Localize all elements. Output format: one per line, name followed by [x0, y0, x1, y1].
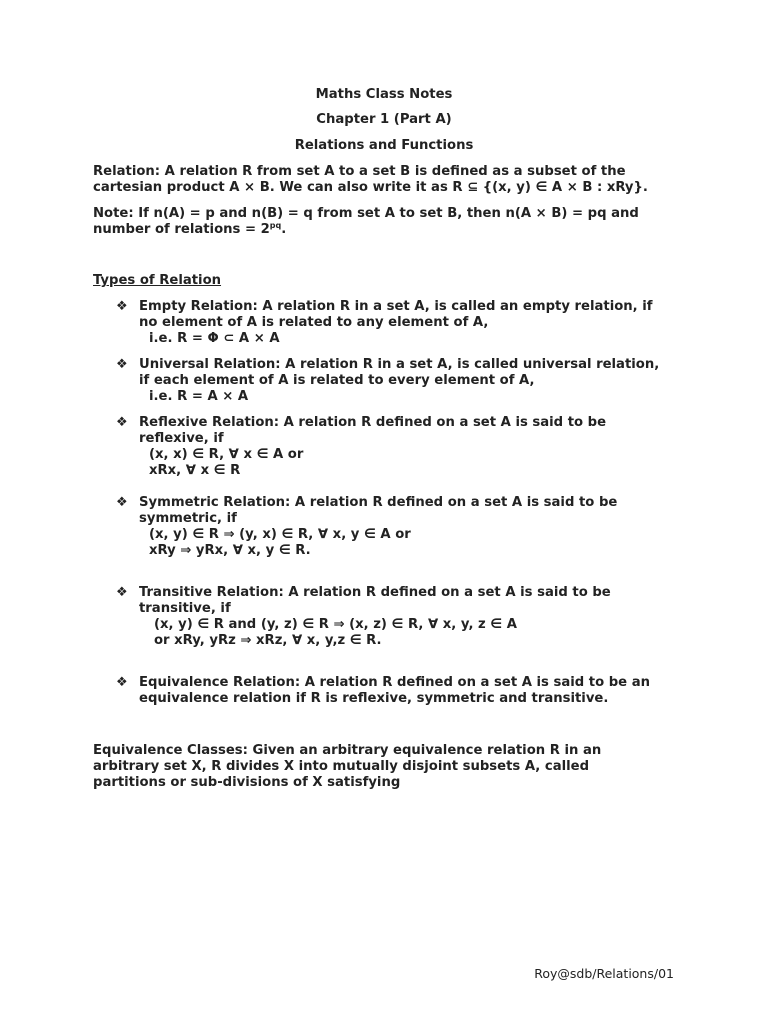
note-superscript: pq: [269, 221, 282, 230]
symmetric-relation-text: [139, 495, 699, 559]
empty-relation-line3: i.e. R = Φ ⊂ A × A: [149, 331, 280, 346]
equivalence-classes-paragraph: [93, 743, 683, 791]
note-paragraph: [93, 206, 683, 238]
note-line2-text: number of relations = 2: [93, 222, 270, 237]
transitive-relation-text: [139, 585, 699, 649]
equivalence-classes-line2: arbitrary set X, R divides X into mutually disjoint subsets A, called: [93, 759, 590, 774]
symmetric-relation-line2: symmetric, if: [139, 511, 237, 526]
empty-relation-text: [139, 299, 699, 347]
empty-relation-line1: Empty Relation: A relation R in a set A, is called an empty relation, if: [139, 299, 653, 314]
page-footer: Roy@sdb/Relations/01: [534, 966, 674, 981]
doc-title: Maths Class Notes: [315, 87, 453, 102]
reflexive-relation-line1: Reflexive Relation: A relation R defined on a set A is said to be: [139, 415, 607, 430]
transitive-relation-line4: or xRy, yRz ⇒ xRz, ∀ x, y,z ∈ R.: [154, 633, 382, 648]
symmetric-relation-line1: Symmetric Relation: A relation R defined on a set A is said to be: [139, 495, 618, 510]
diamond-bullet-icon: ❖: [116, 675, 128, 690]
symmetric-relation-line4: xRy ⇒ yRx, ∀ x, y ∈ R.: [149, 543, 311, 558]
note-line2: [93, 222, 683, 238]
diamond-bullet-icon: ❖: [116, 299, 128, 314]
transitive-relation-line2: transitive, if: [139, 601, 231, 616]
equivalence-classes-line1: Equivalence Classes: Given an arbitrary equivalence relation R in an: [93, 743, 602, 758]
universal-relation-line3: i.e. R = A × A: [149, 389, 249, 404]
note-line2-end: .: [281, 222, 287, 237]
diamond-bullet-icon: ❖: [116, 495, 128, 510]
symmetric-relation-line3: (x, y) ∈ R ⇒ (y, x) ∈ R, ∀ x, y ∈ A or: [149, 527, 411, 542]
equivalence-classes-line3: partitions or sub-divisions of X satisfying: [93, 775, 401, 790]
universal-relation-text: [139, 357, 699, 405]
relation-definition-line2: cartesian product A × B. We can also write it as R ⊆ {(x, y) ∈ A × B : xRy}.: [93, 180, 648, 195]
equivalence-relation-line1: Equivalence Relation: A relation R defined on a set A is said to be an: [139, 675, 651, 690]
transitive-relation-line3: (x, y) ∈ R and (y, z) ∈ R ⇒ (x, z) ∈ R, ∀ x, y, z ∈ A: [154, 617, 517, 632]
note-line1: Note: If n(A) = p and n(B) = q from set A to set B, then n(A × B) = pq and: [93, 206, 639, 221]
universal-relation-line2: if each element of A is related to every element of A,: [139, 373, 535, 388]
reflexive-relation-line4: xRx, ∀ x ∈ R: [149, 463, 241, 478]
relation-definition: [93, 164, 683, 196]
section-title: Relations and Functions: [294, 138, 474, 153]
diamond-bullet-icon: ❖: [116, 357, 128, 372]
diamond-bullet-icon: ❖: [116, 585, 128, 600]
equivalence-relation-line2: equivalence relation if R is reflexive, symmetric and transitive.: [139, 691, 609, 706]
empty-relation-line2: no element of A is related to any element of A,: [139, 315, 489, 330]
reflexive-relation-text: [139, 415, 699, 479]
types-heading: Types of Relation: [93, 273, 222, 288]
universal-relation-line1: Universal Relation: A relation R in a set A, is called universal relation,: [139, 357, 660, 372]
reflexive-relation-line3: (x, x) ∈ R, ∀ x ∈ A or: [149, 447, 304, 462]
relation-definition-line1: Relation: A relation R from set A to a set B is defined as a subset of the: [93, 164, 626, 179]
transitive-relation-line1: Transitive Relation: A relation R defined on a set A is said to be: [139, 585, 611, 600]
diamond-bullet-icon: ❖: [116, 415, 128, 430]
equivalence-relation-text: [139, 675, 699, 707]
chapter-title: Chapter 1 (Part A): [316, 112, 452, 127]
reflexive-relation-line2: reflexive, if: [139, 431, 224, 446]
